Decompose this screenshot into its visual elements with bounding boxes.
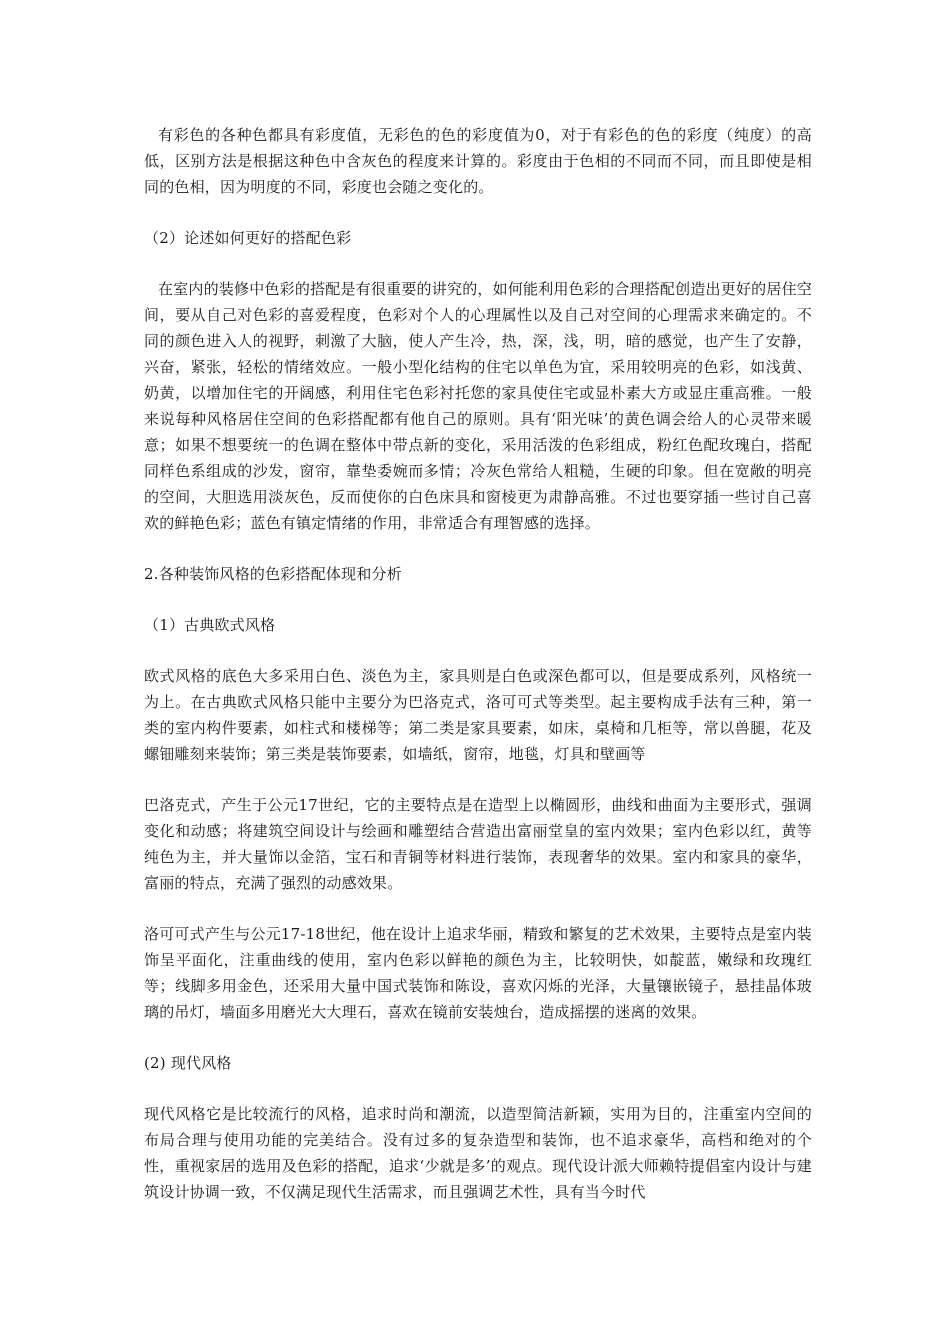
heading-classical-european: （1）古典欧式风格 bbox=[144, 616, 276, 634]
heading-modern-style: (2) 现代风格 bbox=[144, 1054, 232, 1072]
paragraph-modern-style: 现代风格它是比较流行的风格，追求时尚和潮流，以造型简洁新颖，实用为目的，注重室内空间的布局合理与使用功能的完美结合。没有过多的复杂造型和装饰，也不追求豪华，高档和绝对的个性，重视家居的选用及色彩的搭配，追求‘少就是多’的观点。现代设计派大师赖特提倡室内设计与建筑设计协调一致，不仅满足现代生活需求，而且强调艺术性，具有当今时代 bbox=[144, 1105, 812, 1201]
heading-color-matching: （2）论述如何更好的搭配色彩 bbox=[144, 229, 352, 247]
heading-decoration-styles: 2.各种装饰风格的色彩搭配体现和分析 bbox=[144, 565, 402, 583]
paragraph-saturation: 有彩色的各种色都具有彩度值，无彩色的色的彩度值为0，对于有彩色的色的彩度（纯度）的高低，区别方法是根据这种色中含灰色的程度来计算的。彩度由于色相的不同而不同，而且即使是相同的色相，因为明度的不同，彩度也会随之变化的。 bbox=[144, 126, 812, 196]
paragraph-rococo: 洛可可式产生与公元17-18世纪，他在设计上追求华丽，精致和繁复的艺术效果，主要特点是室内装饰呈平面化，注重曲线的使用，室内色彩以鲜艳的颜色为主，比较明快，如靛蓝，嫩绿和玫瑰红等；线脚多用金色，还采用大量中国式装饰和陈设，喜欢闪烁的光泽，大量镶嵌镜子，悬挂晶体玻璃的吊灯，墙面多用磨光大大理石，喜欢在镜前安装烛台，造成摇摆的迷离的效果。 bbox=[144, 925, 812, 1021]
paragraph-european-style: 欧式风格的底色大多采用白色、淡色为主，家具则是白色或深色都可以，但是要成系列，风格统一为上。在古典欧式风格只能中主要分为巴洛克式，洛可可式等类型。起主要构成手法有三种，第一类的室内构件要素，如柱式和楼梯等；第二类是家具要素，如床，桌椅和几柜等，常以兽腿，花及螺钿雕刻来装饰；第三类是装饰要素，如墙纸，窗帘，地毯，灯具和壁画等 bbox=[144, 667, 812, 763]
paragraph-baroque: 巴洛克式，产生于公元17世纪，它的主要特点是在造型上以椭圆形，曲线和曲面为主要形式，强调变化和动感；将建筑空间设计与绘画和雕塑结合营造出富丽堂皇的室内效果；室内色彩以红，黄等纯色为主，并大量饰以金箔，宝石和青铜等材料进行装饰，表现奢华的效果。室内和家具的豪华，富丽的特点，充满了强烈的动感效果。 bbox=[144, 796, 812, 892]
document-body bbox=[144, 122, 812, 1230]
paragraph-color-matching: 在室内的装修中色彩的搭配是有很重要的讲究的，如何能利用色彩的合理搭配创造出更好的居住空间，要从自己对色彩的喜爱程度，色彩对个人的心理属性以及自己对空间的心理需求来确定的。不同的颜色进入人的视野，刺激了大脑，使人产生冷，热，深，浅，明，暗的感觉，也产生了安静，兴奋，紧张，轻松的情绪效应。一般小型化结构的住宅以单色为宜，采用较明亮的色彩，如浅黄、奶黄，以增加住宅的开阔感，利用住宅色彩衬托您的家具使住宅或显朴素大方或显庄重高雅。一般来说每种风格居住空间的色彩搭配都有他自己的原则。具有‘阳光味’的黄色调会给人的心灵带来暖意；如果不想要统一的色调在整体中带点新的变化，采用活泼的色彩组成，粉红色配玫瑰白，搭配同样色系组成的沙发，窗帘，靠垫委婉而多情；冷灰色常给人粗糙，生硬的印象。但在宽敞的明亮的空间，大胆选用淡灰色，反而使你的白色床具和窗棱更为肃静高雅。不过也要穿插一些讨自己喜欢的鲜艳色彩；蓝色有镇定情绪的作用，非常适合有理智感的选择。 bbox=[144, 280, 812, 532]
